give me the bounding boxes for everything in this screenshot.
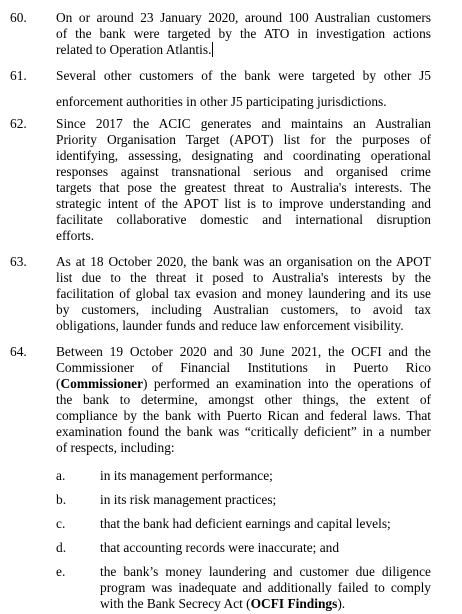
paragraph-line: obligations, launder funds and reduce law enforcement visibility. <box>56 318 404 333</box>
paragraph-line: facilitation of global tax evasion and money laundering and its use <box>56 286 431 301</box>
paragraph-line: by customers, including Australian customers, to avoid tax <box>56 302 431 317</box>
paragraph-line: compliance by the bank with Puerto Rican and federal laws. That <box>56 408 431 423</box>
defined-term-open: ( <box>246 596 251 611</box>
defined-term: OCFI Findings <box>250 596 338 611</box>
defined-term-open: ( <box>56 376 61 391</box>
paragraph-line: Between 19 October 2020 and 30 June 2021, the OCFI and the <box>56 344 431 359</box>
subitem-line: the bank’s money laundering and customer due diligence <box>100 564 431 579</box>
paragraph-line: As at 18 October 2020, the bank was an organisation on the APOT <box>56 254 431 269</box>
paragraph-line: Several other customers of the bank were targeted by other J5 <box>56 68 431 83</box>
paragraph-line: examination found the bank was “critically deficient” in a number <box>56 424 431 439</box>
subitem-letter: c. <box>56 516 66 531</box>
paragraph-number: 60. <box>10 10 27 25</box>
subitem-letter: d. <box>56 540 67 555</box>
paragraph-line <box>56 42 431 58</box>
subitem-line: program was inadequate and additionally failed to comply <box>100 580 431 595</box>
paragraph-line-text: performed an examination into the operations of <box>153 376 431 391</box>
subitem-letter: a. <box>56 468 66 483</box>
paragraph-number: 61. <box>10 68 27 83</box>
subitem-letter: b. <box>56 492 67 507</box>
paragraph-line: Priority Organisation Target (APOT) list for the purposes of <box>56 132 431 147</box>
paragraph-line: targets that pose the greatest threat to Australia's interests. The <box>56 180 431 195</box>
paragraph-line <box>56 376 431 392</box>
paragraph-line: Since 2017 the ACIC generates and maintains an Australian <box>56 116 431 131</box>
subitem-line: in its risk management practices; <box>100 492 277 507</box>
subitem-letter: e. <box>56 564 66 579</box>
defined-term: Commissioner <box>60 376 144 391</box>
defined-term-close: ) <box>143 376 148 391</box>
paragraph-number: 63. <box>10 254 27 269</box>
paragraph-line: of respects, including: <box>56 440 175 455</box>
subitem-line: that accounting records were inaccurate; and <box>100 540 340 555</box>
paragraph-number: 64. <box>10 344 27 359</box>
paragraph-line: efforts. <box>56 228 95 243</box>
defined-term-close: ). <box>337 596 346 611</box>
paragraph-line: strategic intent of the APOT list is to improve understanding and <box>56 196 431 211</box>
paragraph-line: the bank to determine, amongst other things, the extent of <box>56 392 431 407</box>
subitem-line: that the bank had deficient earnings and capital levels; <box>100 516 391 531</box>
paragraph-line: facilitate collaborative domestic and international disruption <box>56 212 431 227</box>
paragraph-line-text: related to Operation Atlantis. <box>56 42 212 57</box>
paragraph-line: list due to the threat it posed to Australia's interests by the <box>56 270 431 285</box>
subitem-line-text: with the Bank Secrecy Act <box>100 596 243 611</box>
paragraph-line: Commissioner of Financial Institutions in Puerto Rico <box>56 360 431 375</box>
paragraph-line: enforcement authorities in other J5 participating jurisdictions. <box>56 94 387 109</box>
paragraph-line: On or around 23 January 2020, around 100 Australian customers <box>56 10 431 25</box>
text-cursor <box>212 42 213 57</box>
subitem-line: in its management performance; <box>100 468 273 483</box>
paragraph-number: 62. <box>10 116 27 131</box>
paragraph-line: identifying, assessing, designating and coordinating operational <box>56 148 431 163</box>
paragraph-line: of the bank were targeted by the ATO in investigation actions <box>56 26 431 41</box>
paragraph-line: responses against transnational serious and organised crime <box>56 164 431 179</box>
subitem-line <box>100 596 431 612</box>
